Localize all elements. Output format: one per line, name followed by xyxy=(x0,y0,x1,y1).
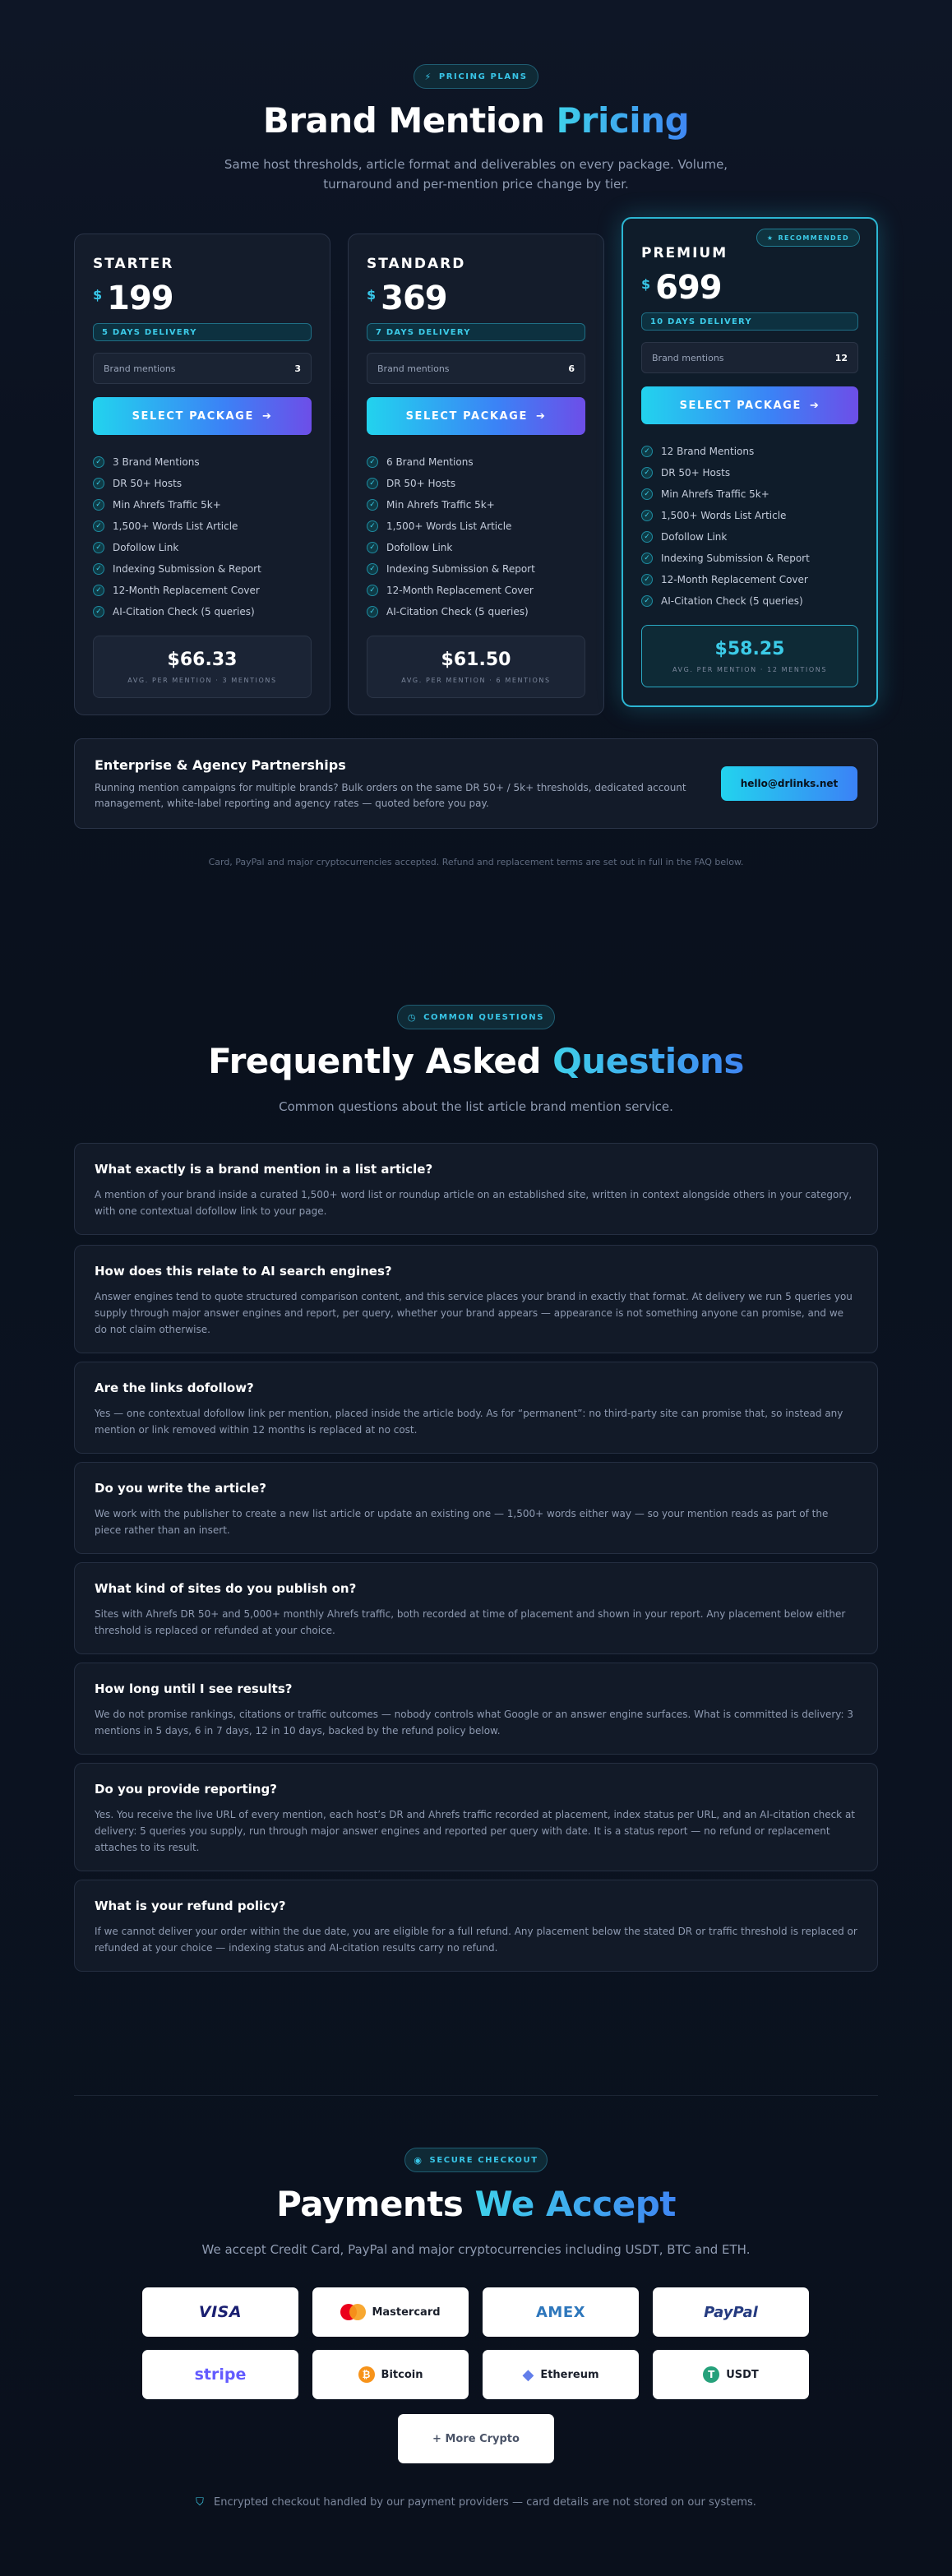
check-icon: ✓ xyxy=(367,456,378,468)
feature-item xyxy=(367,451,585,473)
faq-subtitle: Common questions about the list article brand mention service. xyxy=(279,1099,673,1114)
avg-label: AVG. PER MENTION · 12 MENTIONS xyxy=(672,666,828,673)
clock-icon: ◷ xyxy=(407,1011,418,1023)
plan-card-standard xyxy=(348,234,604,715)
feature-item xyxy=(93,558,312,580)
mentions-row xyxy=(367,353,585,384)
feature-item xyxy=(367,558,585,580)
faq-item[interactable] xyxy=(74,1562,878,1654)
faq-badge-label: COMMON QUESTIONS xyxy=(423,1012,545,1022)
feature-item xyxy=(641,505,858,526)
feature-label: 6 Brand Mentions xyxy=(386,456,474,468)
feature-item xyxy=(367,601,585,622)
check-icon: ✓ xyxy=(93,606,104,617)
star-icon: ★ xyxy=(766,234,774,242)
feature-item xyxy=(367,537,585,558)
check-icon: ✓ xyxy=(93,478,104,489)
more-crypto xyxy=(398,2414,554,2463)
feature-item xyxy=(641,569,858,590)
payment-bitcoin xyxy=(312,2350,469,2399)
feature-list xyxy=(641,441,858,612)
check-icon: ✓ xyxy=(641,446,653,457)
plan-price xyxy=(641,270,858,306)
avg-label: AVG. PER MENTION · 6 MENTIONS xyxy=(401,677,551,684)
plan-tier: PREMIUM xyxy=(641,245,728,261)
faq-answer: Yes — one contextual dofollow link per mention, placed inside the article body. As for “permanent”: no third-party site can promise that, so instead any mention or link removed within 12 months is replaced at no cost. xyxy=(95,1408,843,1436)
payment-stripe xyxy=(142,2350,298,2399)
payments-badge xyxy=(404,2148,548,2172)
feature-label: AI-Citation Check (5 queries) xyxy=(661,595,803,607)
arrow-right-icon: ➔ xyxy=(535,409,547,423)
currency-symbol: $ xyxy=(93,287,103,303)
plan-card-premium xyxy=(622,217,878,707)
faq-item[interactable] xyxy=(74,1245,878,1353)
delivery-badge: 7 DAYS DELIVERY xyxy=(367,323,585,341)
paypal-logo: PayPal xyxy=(704,2303,758,2321)
check-icon: ✓ xyxy=(93,585,104,596)
feature-label: 12-Month Replacement Cover xyxy=(113,585,260,596)
check-icon: ✓ xyxy=(93,456,104,468)
pricing-subtitle xyxy=(0,155,952,194)
mentions-row xyxy=(641,342,858,373)
pricing-title-main: Brand Mention xyxy=(262,100,545,141)
feature-item xyxy=(641,483,858,505)
check-icon: ✓ xyxy=(367,542,378,553)
select-package-button[interactable] xyxy=(93,397,312,435)
delivery-badge: 10 DAYS DELIVERY xyxy=(641,312,858,331)
ethereum-label: Ethereum xyxy=(540,2368,599,2381)
select-package-button[interactable] xyxy=(367,397,585,435)
select-package-label: SELECT PACKAGE xyxy=(679,399,802,412)
faq-item[interactable] xyxy=(74,1362,878,1454)
feature-label: AI-Citation Check (5 queries) xyxy=(386,606,529,617)
feature-list xyxy=(93,451,312,622)
pricing-badge xyxy=(414,64,538,89)
bitcoin-label: Bitcoin xyxy=(381,2368,423,2381)
mentions-count: 3 xyxy=(294,363,301,374)
shield-check-icon: ⛉ xyxy=(196,2496,204,2509)
pricing-subtitle-line2: turnaround and per-mention price change by tier. xyxy=(323,177,629,192)
feature-item xyxy=(367,494,585,516)
avg-per-mention-box xyxy=(641,625,858,687)
pricing-title xyxy=(0,100,952,141)
recommended-label: RECOMMENDED xyxy=(778,234,849,242)
plan-price xyxy=(93,280,312,317)
faq-answer: Sites with Ahrefs DR 50+ and 5,000+ monthly Ahrefs traffic, both recorded at time of placement and shown in your report. Any placement below either threshold is replaced or refunded at your choice. xyxy=(95,1608,846,1636)
plan-card-starter xyxy=(74,234,330,715)
feature-item xyxy=(641,548,858,569)
faq-badge xyxy=(397,1005,555,1029)
bolt-icon: ⚡ xyxy=(424,71,432,82)
check-icon: ✓ xyxy=(367,606,378,617)
faq-item[interactable] xyxy=(74,1880,878,1972)
shield-dot-icon: ◉ xyxy=(414,2154,423,2166)
payment-usdt xyxy=(653,2350,809,2399)
faq-title-main: Frequently Asked xyxy=(208,1041,541,1081)
price-amount: 699 xyxy=(655,269,722,307)
faq-answer: Yes. You receive the live URL of every mention, each host’s DR and Ahrefs traffic recorded at placement, index status per URL, and an AI-citation check at delivery: 5 queries you supply, run through major answer engines and reported per query with date. It is a status report — no refund or replacement attaches to its result. xyxy=(95,1809,856,1853)
feature-label: 12 Brand Mentions xyxy=(661,446,755,457)
check-icon: ✓ xyxy=(367,520,378,532)
payments-badge-label: SECURE CHECKOUT xyxy=(429,2155,538,2165)
feature-item xyxy=(641,462,858,483)
mentions-label: Brand mentions xyxy=(104,363,176,374)
price-amount: 199 xyxy=(107,280,173,317)
payment-visa xyxy=(142,2287,298,2337)
feature-item xyxy=(93,451,312,473)
recommended-badge xyxy=(756,229,860,247)
faq-answer: A mention of your brand inside a curated 1,500+ word list or roundup article on an established site, written in context alongside others in your category, with one contextual dofollow link to your page. xyxy=(95,1189,853,1217)
plan-tier: STANDARD xyxy=(367,256,466,272)
faq-question: What kind of sites do you publish on? xyxy=(95,1581,357,1596)
feature-item xyxy=(641,590,858,612)
feature-item xyxy=(367,516,585,537)
feature-label: 12-Month Replacement Cover xyxy=(661,574,808,585)
section-divider xyxy=(74,2095,878,2096)
check-icon: ✓ xyxy=(93,499,104,511)
feature-item xyxy=(93,580,312,601)
amex-logo: AMEX xyxy=(535,2303,586,2321)
faq-question: Do you provide reporting? xyxy=(95,1782,277,1797)
check-icon: ✓ xyxy=(367,499,378,511)
feature-label: Indexing Submission & Report xyxy=(661,553,810,564)
payments-title-main: Payments xyxy=(276,2184,464,2224)
payment-ethereum xyxy=(483,2350,639,2399)
feature-label: Indexing Submission & Report xyxy=(113,563,261,575)
feature-label: 1,500+ Words List Article xyxy=(661,510,787,521)
feature-label: DR 50+ Hosts xyxy=(113,478,183,489)
check-icon: ✓ xyxy=(641,488,653,500)
visa-logo: VISA xyxy=(198,2303,243,2321)
faq-item[interactable] xyxy=(74,1763,878,1871)
payment-paypal xyxy=(653,2287,809,2337)
usdt-label: USDT xyxy=(726,2368,759,2381)
price-amount: 369 xyxy=(381,280,447,317)
avg-value: $66.33 xyxy=(167,650,238,670)
delivery-badge: 5 DAYS DELIVERY xyxy=(93,323,312,341)
payments-subtitle: We accept Credit Card, PayPal and major cryptocurrencies including USDT, BTC and ETH. xyxy=(201,2242,751,2257)
mentions-label: Brand mentions xyxy=(377,363,450,374)
arrow-right-icon: ➔ xyxy=(261,409,273,423)
faq-question: Are the links dofollow? xyxy=(95,1380,254,1395)
payments-footer-text: Encrypted checkout handled by our payment providers — card details are not stored on our systems. xyxy=(214,2496,756,2509)
feature-item xyxy=(367,580,585,601)
avg-value: $58.25 xyxy=(714,639,785,659)
usdt-icon: T xyxy=(703,2366,719,2383)
check-icon: ✓ xyxy=(641,553,653,564)
currency-symbol: $ xyxy=(641,276,651,292)
feature-list xyxy=(367,451,585,622)
feature-label: 12-Month Replacement Cover xyxy=(386,585,534,596)
check-icon: ✓ xyxy=(367,563,378,575)
enterprise-email-button[interactable]: hello@drlinks.net xyxy=(721,766,857,801)
faq-answer: We do not promise rankings, citations or traffic outcomes — nobody controls what Google or an answer engine surfaces. What is committed is delivery: 3 mentions in 5 days, 6 in 7 days, 12 in 10 days, backed by the refund policy below. xyxy=(95,1709,854,1737)
mentions-row xyxy=(93,353,312,384)
check-icon: ✓ xyxy=(93,542,104,553)
bitcoin-icon: ₿ xyxy=(358,2366,375,2383)
faq-question: What is your refund policy? xyxy=(95,1898,286,1913)
feature-label: Min Ahrefs Traffic 5k+ xyxy=(386,499,495,511)
check-icon: ✓ xyxy=(641,595,653,607)
check-icon: ✓ xyxy=(641,574,653,585)
check-icon: ✓ xyxy=(93,520,104,532)
faq-question: How long until I see results? xyxy=(95,1681,293,1696)
select-package-label: SELECT PACKAGE xyxy=(405,409,528,423)
pricing-badge-label: PRICING PLANS xyxy=(438,72,528,81)
check-icon: ✓ xyxy=(641,510,653,521)
plan-price xyxy=(367,280,585,317)
feature-label: DR 50+ Hosts xyxy=(386,478,456,489)
faq-question: Do you write the article? xyxy=(95,1481,266,1496)
feature-label: Indexing Submission & Report xyxy=(386,563,535,575)
faq-answer: We work with the publisher to create a new list article or update an existing one — 1,500+ words either way — so your mention reads as part of the piece rather than an insert. xyxy=(95,1508,829,1536)
check-icon: ✓ xyxy=(367,585,378,596)
avg-value: $61.50 xyxy=(441,650,511,670)
plan-tier: STARTER xyxy=(93,256,174,272)
feature-label: Dofollow Link xyxy=(661,531,728,543)
faq-item[interactable] xyxy=(74,1462,878,1554)
more-crypto-label: + More Crypto xyxy=(432,2432,520,2445)
faq-answer: Answer engines tend to quote structured comparison content, and this service places your brand in exactly that format. At delivery we run 5 queries you supply through major answer engines and report, per query, whether your brand appears — appearance is not something anyone can promise, and we do not claim otherwise. xyxy=(95,1291,853,1335)
avg-per-mention-box xyxy=(93,636,312,698)
pricing-note: Card, PayPal and major cryptocurrencies accepted. Refund and replacement terms are set out in full in the FAQ below. xyxy=(208,857,744,867)
select-package-button[interactable] xyxy=(641,386,858,424)
check-icon: ✓ xyxy=(367,478,378,489)
payments-footer xyxy=(0,2496,952,2509)
check-icon: ✓ xyxy=(641,531,653,543)
avg-per-mention-box xyxy=(367,636,585,698)
mentions-count: 6 xyxy=(568,363,575,374)
payments-title-accent: We Accept xyxy=(474,2184,676,2224)
feature-label: Min Ahrefs Traffic 5k+ xyxy=(661,488,769,500)
faq-title xyxy=(0,1041,952,1081)
currency-symbol: $ xyxy=(367,287,377,303)
feature-label: 1,500+ Words List Article xyxy=(113,520,238,532)
arrow-right-icon: ➔ xyxy=(809,399,820,412)
mastercard-label: Mastercard xyxy=(372,2305,441,2319)
feature-item xyxy=(367,473,585,494)
feature-item xyxy=(93,473,312,494)
faq-title-accent: Questions xyxy=(552,1041,744,1081)
feature-label: AI-Citation Check (5 queries) xyxy=(113,606,255,617)
enterprise-title: Enterprise & Agency Partnerships xyxy=(95,757,346,773)
select-package-label: SELECT PACKAGE xyxy=(132,409,254,423)
feature-item xyxy=(93,601,312,622)
check-icon: ✓ xyxy=(93,563,104,575)
stripe-logo: stripe xyxy=(194,2366,247,2384)
feature-item xyxy=(93,494,312,516)
faq-question: What exactly is a brand mention in a list article? xyxy=(95,1162,433,1177)
payments-title xyxy=(0,2184,952,2224)
enterprise-description: Running mention campaigns for multiple brands? Bulk orders on the same DR 50+ / 5k+ thresholds, dedicated account management, white-label reporting and agency rates — quoted before you pay. xyxy=(95,782,686,809)
payment-mastercard xyxy=(312,2287,469,2337)
faq-item[interactable] xyxy=(74,1143,878,1235)
feature-item xyxy=(641,441,858,462)
feature-label: Dofollow Link xyxy=(113,542,179,553)
payment-amex xyxy=(483,2287,639,2337)
feature-item xyxy=(93,516,312,537)
feature-label: Dofollow Link xyxy=(386,542,453,553)
pricing-title-accent: Pricing xyxy=(556,100,690,141)
faq-answer: If we cannot deliver your order within the due date, you are eligible for a full refund. Any placement below the stated DR or traffic threshold is replaced or refunded at your choice — indexing status and AI-citation results carry no refund. xyxy=(95,1926,857,1954)
pricing-subtitle-line1: Same host thresholds, article format and deliverables on every package. Volume, xyxy=(224,157,728,172)
feature-label: 3 Brand Mentions xyxy=(113,456,200,468)
feature-label: Min Ahrefs Traffic 5k+ xyxy=(113,499,221,511)
feature-label: 1,500+ Words List Article xyxy=(386,520,512,532)
mentions-count: 12 xyxy=(834,352,848,363)
faq-item[interactable] xyxy=(74,1663,878,1755)
feature-item xyxy=(93,537,312,558)
avg-label: AVG. PER MENTION · 3 MENTIONS xyxy=(127,677,277,684)
faq-question: How does this relate to AI search engines? xyxy=(95,1264,392,1279)
mastercard-icon xyxy=(340,2304,365,2320)
enterprise-panel xyxy=(74,738,878,829)
feature-item xyxy=(641,526,858,548)
check-icon: ✓ xyxy=(641,467,653,479)
ethereum-icon: ◆ xyxy=(522,2366,534,2384)
mentions-label: Brand mentions xyxy=(652,352,724,363)
feature-label: DR 50+ Hosts xyxy=(661,467,731,479)
